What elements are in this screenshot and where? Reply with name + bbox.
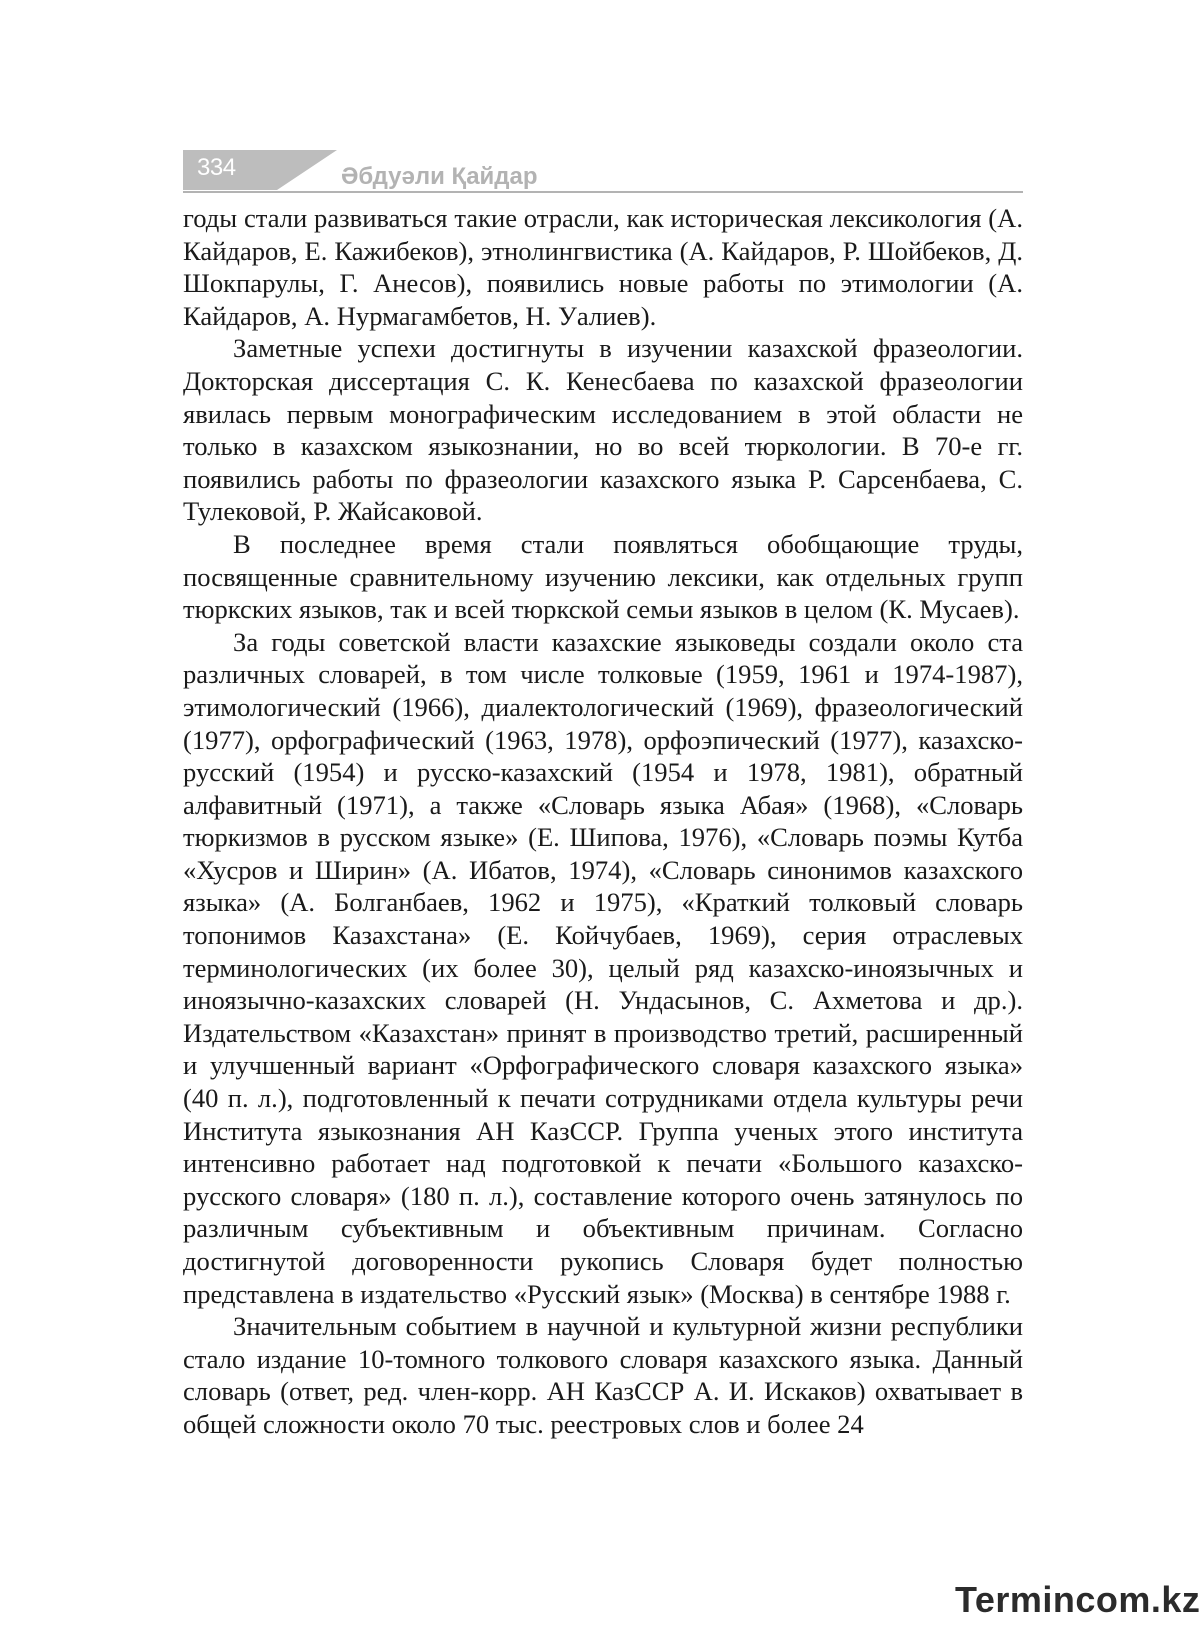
paragraph-4: За годы советской власти казахские языковеды создали около ста различных словарей, в том числе толковые (1959, 1961 и 1974-1987), этимологический (1966), диалектологический (1969), фразеологический (1977), орфографический (1963, 1978), орфоэпический (1977), казахско-русский (1954) и русско-казахский (1954 и 1978, 1981), обратный алфавитный (1971), а также «Словарь языка Абая» (1968), «Словарь тюркизмов в русском языке» (Е. Шипова, 1976), «Словарь поэмы Кутба «Хусров и Ширин» (А. Ибатов, 1974), «Словарь синонимов казахского языка» (А. Болганбаев, 1962 и 1975), «Краткий толковый словарь топонимов Казахстана» (Е. Койчубаев, 1969), серия отраслевых терминологических (их более 30), целый ряд казахско-иноязычных и иноязычно-казахских словарей (Н. Ундасынов, С. Ахметова и др.). Издательством «Казахстан» принят в производство третий, расширенный и улучшенный вариант «Орфографического словаря казахского языка» (40 п. л.), подготовленный к печати сотрудниками отдела культуры речи Института языкознания АН КазССР. Группа ученых этого института интенсивно работает над подготовкой к печати «Большого казахско-русского словаря» (180 п. л.), составление которого очень затянулось по различным субъективным и объективным причинам. Согласно достигнутой договоренности рукопись Словаря будет полностью представлена в издательство «Русский язык» (Москва) в сентябре 1988 г. [183,626,1023,1309]
page-header [183,150,1023,196]
page-number: 334 [197,154,236,181]
paragraph-2: Заметные успехи достигнуты в изучении казахской фразеологии. Докторская диссертация С. К. Кенесбаева по казахской фразеологии явилась первым монографическим исследованием в этой области не только в казахском языкознании, но во всей тюркологии. В 70-е гг. появились работы по фразеологии казахского языка Р. Сарсенбаева, С. Тулековой, Р. Жайсаковой. [183,333,1023,527]
paragraph-3: В последнее время стали появляться обобщающие труды, посвященные сравнительному изучению лексики, как отдельных групп тюркских языков, так и всей тюркской семьи языков в целом (К. Мусаев). [183,528,1023,625]
body-text [183,202,1023,1441]
watermark-logo: Termincom.kz [955,1579,1200,1620]
page-number-tab-wedge [277,150,337,190]
paragraph-1: годы стали развиваться такие отрасли, как историческая лексикология (А. Кайдаров, Е. Кажибеков), этнолингвистика (А. Кайдаров, Р. Шойбеков, Д. Шокпарулы, Г. Анесов), появились новые работы по этимологии (А. Кайдаров, А. Нурмагамбетов, Н. Уалиев). [183,203,1023,331]
paragraph-5: Значительным событием в научной и культурной жизни республики стало издание 10-томного толкового словаря казахского языка. Данный словарь (ответ, ред. член-корр. АН КазССР А. И. Искаков) охватывает в общей сложности около 70 тыс. реестровых слов и более 24 [183,1311,1023,1439]
header-rule [183,191,1023,193]
running-head: Әбдуәли Қайдар [341,163,538,190]
